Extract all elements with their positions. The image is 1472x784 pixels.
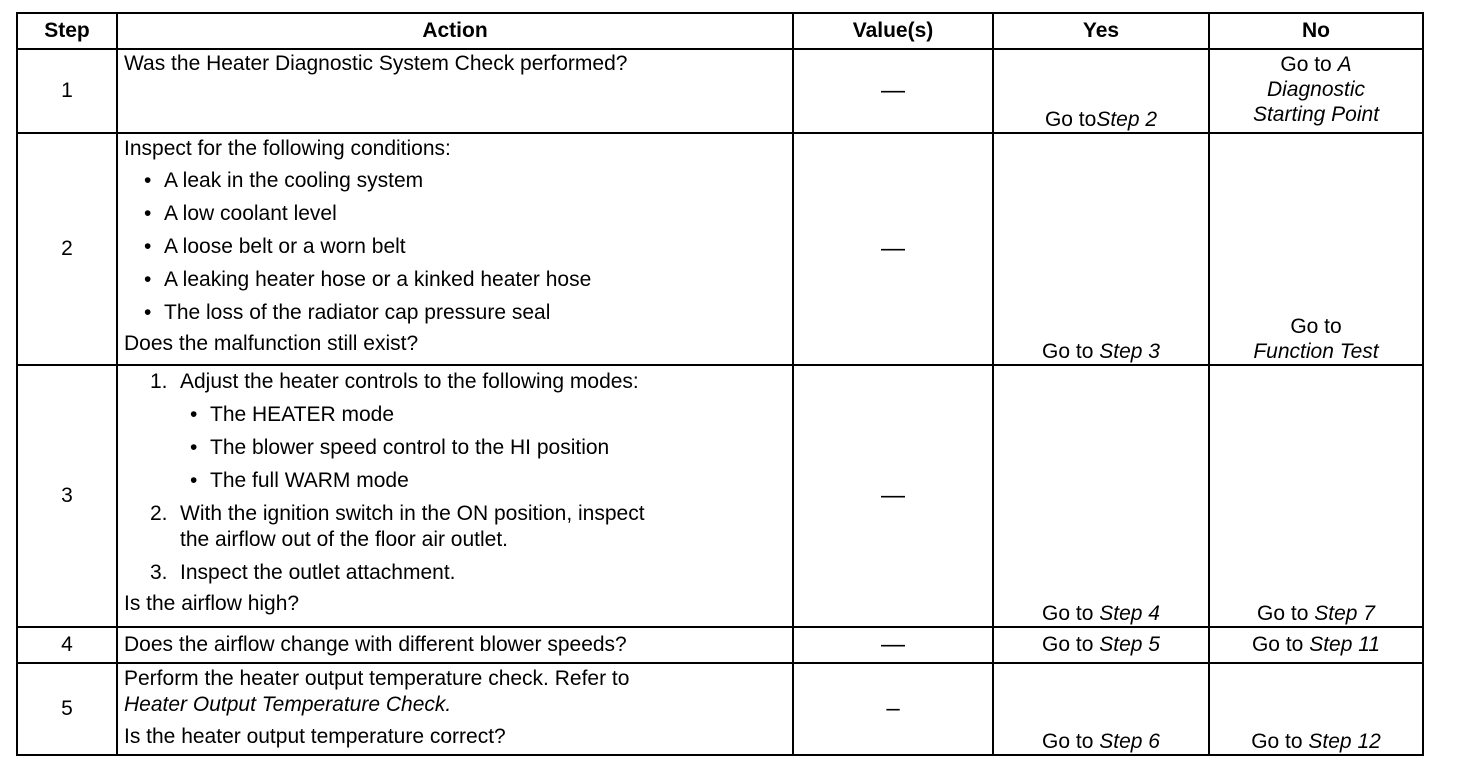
action-text: Perform the heater output temperature check. Refer to	[124, 667, 630, 690]
action-question: Is the airflow high?	[124, 592, 300, 615]
numbered-item-continuation: the airflow out of the floor air outlet.	[180, 528, 509, 551]
header-values: Value(s)	[793, 13, 993, 49]
action-text: Was the Heater Diagnostic System Check performed?	[124, 52, 628, 75]
action-intro: Inspect for the following conditions:	[124, 137, 451, 160]
sub-bullet-item: • The blower speed control to the HI position	[190, 436, 610, 459]
yes-link[interactable]: Step 3	[1099, 340, 1160, 363]
yes-prefix: Go to	[1042, 633, 1094, 656]
action-question: Does the malfunction still exist?	[124, 332, 419, 355]
table-row	[17, 49, 1423, 133]
bullet-item: • A low coolant level	[144, 202, 337, 225]
no-link[interactable]: Step 11	[1309, 633, 1381, 656]
no-link-part2[interactable]: Diagnostic	[1266, 78, 1366, 101]
table-row	[17, 133, 1423, 365]
action-cell	[117, 49, 793, 133]
table-row	[17, 627, 1423, 663]
bullet-item: • A leak in the cooling system	[144, 169, 424, 192]
table-row	[17, 663, 1423, 755]
yes-cell	[993, 133, 1209, 365]
no-link-part1[interactable]: A	[1337, 53, 1352, 76]
table-row	[17, 365, 1423, 627]
no-cell	[1209, 627, 1423, 663]
step-number: 1	[17, 49, 117, 133]
no-link-part3[interactable]: Starting Point	[1252, 103, 1380, 126]
numbered-item: 3. Inspect the outlet attachment.	[150, 561, 456, 584]
step-number: 2	[17, 133, 117, 365]
yes-link[interactable]: Step 5	[1099, 633, 1160, 656]
yes-link[interactable]: Step 2	[1096, 108, 1158, 131]
yes-cell	[993, 49, 1209, 133]
header-step: Step	[17, 13, 117, 49]
yes-link[interactable]: Step 4	[1099, 602, 1160, 625]
sub-bullet-item: • The full WARM mode	[190, 469, 409, 492]
no-cell	[1209, 49, 1423, 133]
numbered-item: 1. Adjust the heater controls to the following modes:	[150, 370, 639, 393]
sub-bullet-item: • The HEATER mode	[190, 403, 395, 426]
action-cell: Does the airflow change with different blower speeds?	[117, 627, 793, 663]
header-row	[17, 13, 1423, 49]
action-cell	[117, 663, 793, 755]
no-prefix: Go to	[1257, 602, 1309, 625]
value-cell: —	[793, 49, 993, 133]
yes-prefix: Go to	[1042, 340, 1094, 363]
numbered-item: 2. With the ignition switch in the ON position, inspect	[150, 502, 645, 525]
value-cell: —	[793, 365, 993, 627]
action-cell	[117, 365, 793, 627]
step-number: 3	[17, 365, 117, 627]
header-yes: Yes	[993, 13, 1209, 49]
no-link[interactable]: Step 12	[1308, 730, 1381, 753]
action-question: Is the heater output temperature correct?	[124, 725, 506, 748]
step-number: 5	[17, 663, 117, 755]
header-action: Action	[117, 13, 793, 49]
no-link[interactable]: Step 7	[1314, 602, 1375, 625]
no-prefix: Go to	[1251, 633, 1304, 656]
action-reference: Heater Output Temperature Check.	[124, 693, 452, 716]
no-cell	[1209, 365, 1423, 627]
action-cell	[117, 133, 793, 365]
no-cell	[1209, 663, 1423, 755]
value-cell: —	[793, 627, 993, 663]
no-link[interactable]: Function Test	[1253, 340, 1379, 363]
yes-cell	[993, 663, 1209, 755]
yes-prefix: Go to	[1042, 730, 1094, 753]
bullet-item: • A loose belt or a worn belt	[144, 235, 406, 258]
value-cell: —	[793, 133, 993, 365]
diagnostic-table	[16, 12, 1424, 756]
yes-prefix: Go to	[1044, 108, 1097, 131]
yes-cell	[993, 365, 1209, 627]
header-no: No	[1209, 13, 1423, 49]
no-prefix: Go to	[1290, 315, 1342, 338]
bullet-item: • The loss of the radiator cap pressure seal	[144, 301, 551, 324]
yes-cell	[993, 627, 1209, 663]
step-number: 4	[17, 627, 117, 663]
yes-link[interactable]: Step 6	[1099, 730, 1160, 753]
no-prefix: Go to	[1251, 730, 1303, 753]
no-cell	[1209, 133, 1423, 365]
value-cell: –	[793, 663, 993, 755]
bullet-item: • A leaking heater hose or a kinked heater hose	[144, 268, 592, 291]
yes-prefix: Go to	[1042, 602, 1094, 625]
no-prefix: Go to	[1280, 53, 1332, 76]
